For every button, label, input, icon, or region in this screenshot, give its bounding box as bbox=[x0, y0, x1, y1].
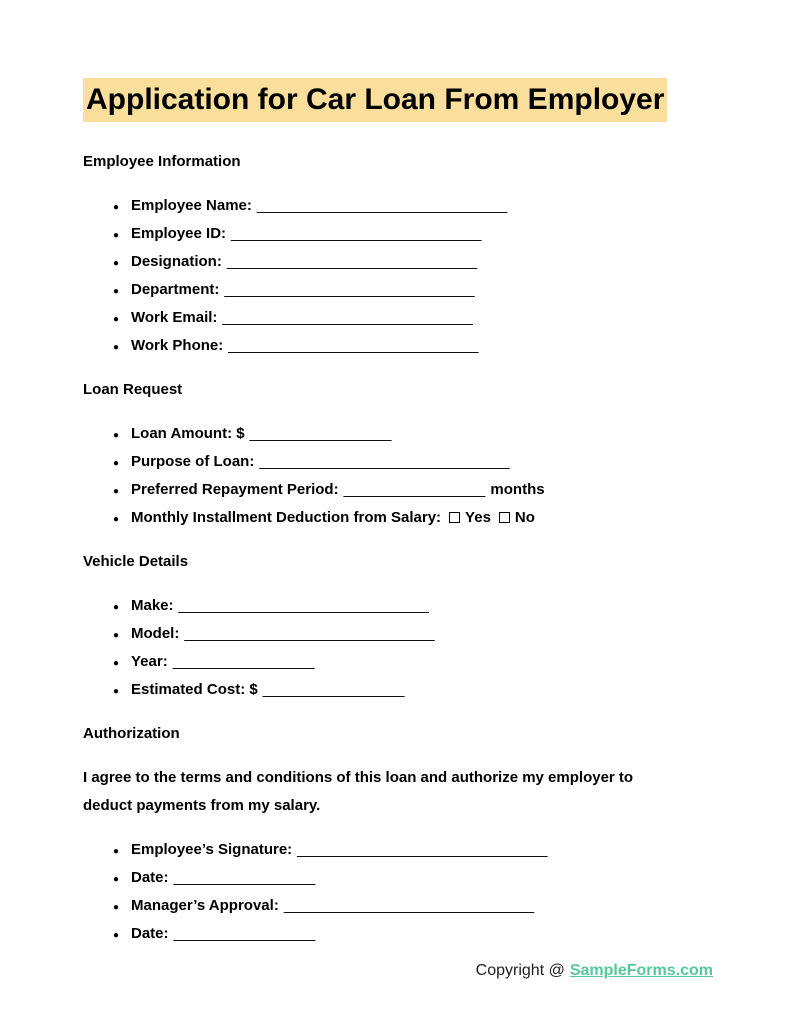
blank-line[interactable]: ______________________________ bbox=[184, 625, 435, 642]
list-item-manager-approval bbox=[83, 892, 713, 920]
item-label: Estimated Cost: $ bbox=[131, 681, 258, 698]
bullet-icon bbox=[113, 448, 119, 478]
item-label: Loan Amount: $ bbox=[131, 425, 245, 442]
list-item-work-phone bbox=[83, 332, 713, 360]
item-label: Employee’s Signature: bbox=[131, 841, 293, 858]
list-item-purpose-of-loan bbox=[83, 448, 713, 476]
list-item-department bbox=[83, 276, 713, 304]
bullet-icon bbox=[113, 920, 119, 950]
blank-line[interactable]: _________________ bbox=[343, 481, 486, 498]
list-item-date-1 bbox=[83, 864, 713, 892]
blank-line[interactable]: _________________ bbox=[172, 653, 315, 670]
item-label: Year: bbox=[131, 653, 168, 670]
employee-information-list bbox=[83, 192, 713, 360]
bullet-icon bbox=[113, 620, 119, 650]
blank-line[interactable]: ______________________________ bbox=[256, 197, 508, 214]
checkbox-no-icon[interactable] bbox=[499, 512, 510, 523]
item-label: Work Email: bbox=[131, 309, 218, 326]
blank-line[interactable]: ______________________________ bbox=[222, 309, 473, 326]
bullet-icon bbox=[113, 592, 119, 622]
list-item-employee-id bbox=[83, 220, 713, 248]
list-item-estimated-cost bbox=[83, 676, 713, 704]
title-highlight: Application for Car Loan From Employer bbox=[83, 78, 667, 122]
list-item-make bbox=[83, 592, 713, 620]
item-label: Work Phone: bbox=[131, 337, 224, 354]
blank-line[interactable]: ______________________________ bbox=[231, 225, 482, 242]
list-item-work-email bbox=[83, 304, 713, 332]
footer bbox=[83, 962, 713, 980]
authorization-line-1: I agree to the terms and conditions of this loan and authorize my employer to bbox=[83, 769, 634, 786]
bullet-icon bbox=[113, 332, 119, 362]
list-item-date-2 bbox=[83, 920, 713, 948]
section-heading-loan-request: Loan Request bbox=[83, 381, 183, 398]
bullet-icon bbox=[113, 836, 119, 866]
item-label: Preferred Repayment Period: bbox=[131, 481, 339, 498]
bullet-icon bbox=[113, 504, 119, 534]
section-heading-employee-information: Employee Information bbox=[83, 153, 241, 170]
bullet-icon bbox=[113, 892, 119, 922]
item-label: Monthly Installment Deduction from Salary: bbox=[131, 509, 442, 526]
item-label: Department: bbox=[131, 281, 220, 298]
bullet-icon bbox=[113, 648, 119, 678]
yes-no-checkbox-group bbox=[441, 509, 535, 526]
bullet-icon bbox=[113, 192, 119, 222]
blank-line[interactable]: _________________ bbox=[249, 425, 392, 442]
blank-line[interactable]: ______________________________ bbox=[226, 253, 478, 270]
checkbox-no-label: No bbox=[514, 509, 535, 526]
bullet-icon bbox=[113, 476, 119, 506]
blank-line[interactable]: ______________________________ bbox=[224, 281, 475, 298]
loan-request-list bbox=[83, 420, 713, 532]
bullet-icon bbox=[113, 676, 119, 706]
authorization-line-2: deduct payments from my salary. bbox=[83, 797, 321, 814]
item-label: Date: bbox=[131, 925, 169, 942]
blank-line[interactable]: ______________________________ bbox=[297, 841, 548, 858]
blank-line[interactable]: _________________ bbox=[262, 681, 405, 698]
copyright-text: Copyright @ bbox=[475, 962, 565, 979]
list-item-year bbox=[83, 648, 713, 676]
blank-line[interactable]: ______________________________ bbox=[178, 597, 429, 614]
list-item-employee-signature bbox=[83, 836, 713, 864]
item-suffix: months bbox=[490, 481, 545, 498]
section-heading-authorization: Authorization bbox=[83, 725, 180, 742]
checkbox-yes-icon[interactable] bbox=[449, 512, 460, 523]
item-label: Employee ID: bbox=[131, 225, 227, 242]
section-heading-vehicle-details: Vehicle Details bbox=[83, 553, 189, 570]
item-label: Employee Name: bbox=[131, 197, 252, 214]
sampleforms-link[interactable]: SampleForms.com bbox=[569, 962, 713, 979]
page-title bbox=[83, 78, 713, 122]
blank-line[interactable]: _________________ bbox=[173, 869, 316, 886]
authorization-list bbox=[83, 836, 713, 948]
list-item-model bbox=[83, 620, 713, 648]
bullet-icon bbox=[113, 304, 119, 334]
blank-line[interactable]: _________________ bbox=[173, 925, 316, 942]
authorization-statement bbox=[83, 764, 703, 820]
item-label: Model: bbox=[131, 625, 180, 642]
list-item-employee-name bbox=[83, 192, 713, 220]
bullet-icon bbox=[113, 864, 119, 894]
bullet-icon bbox=[113, 276, 119, 306]
list-item-loan-amount bbox=[83, 420, 713, 448]
item-label: Date: bbox=[131, 869, 169, 886]
item-label: Make: bbox=[131, 597, 174, 614]
vehicle-details-list bbox=[83, 592, 713, 704]
item-label: Designation: bbox=[131, 253, 222, 270]
blank-line[interactable]: ______________________________ bbox=[283, 897, 535, 914]
blank-line[interactable]: ______________________________ bbox=[228, 337, 479, 354]
item-label: Manager’s Approval: bbox=[131, 897, 279, 914]
blank-line[interactable]: ______________________________ bbox=[259, 453, 510, 470]
bullet-icon bbox=[113, 420, 119, 450]
item-label: Purpose of Loan: bbox=[131, 453, 255, 470]
list-item-repayment-period bbox=[83, 476, 713, 504]
list-item-designation bbox=[83, 248, 713, 276]
bullet-icon bbox=[113, 248, 119, 278]
list-item-monthly-deduction bbox=[83, 504, 713, 532]
checkbox-yes-label: Yes bbox=[465, 509, 491, 526]
bullet-icon bbox=[113, 220, 119, 250]
